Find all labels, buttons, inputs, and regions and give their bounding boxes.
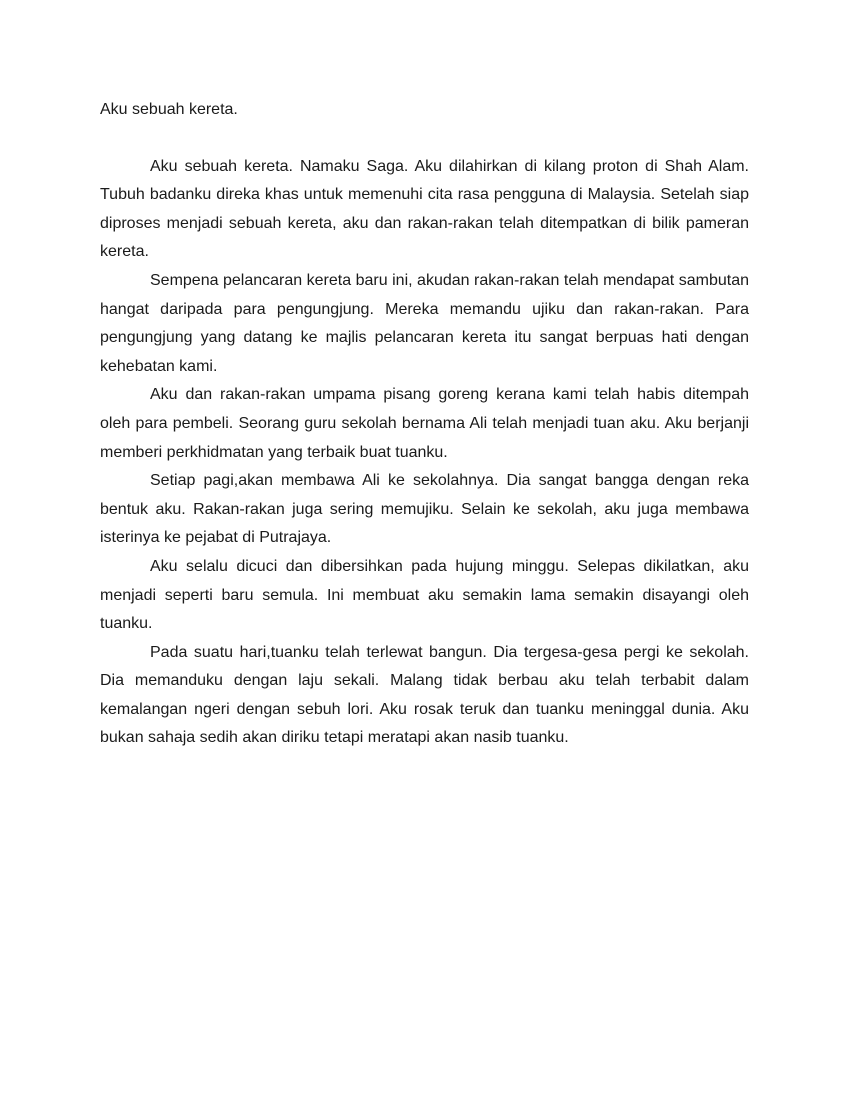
paragraph-4: Setiap pagi,akan membawa Ali ke sekolahnya. Dia sangat bangga dengan reka bentuk aku. Rakan-rakan juga sering memujiku. Selain ke sekolah, aku juga membawa isterinya ke pejabat di Putrajaya.	[100, 472, 749, 547]
paragraph-6: Pada suatu hari,tuanku telah terlewat bangun. Dia tergesa-gesa pergi ke sekolah. Dia memanduku dengan laju sekali. Malang tidak berbau aku telah terbabit dalam kemalangan ngeri dengan sebuh lori. Aku rosak teruk dan tuanku meninggal dunia. Aku bukan sahaja sedih akan diriku tetapi meratapi akan nasib tuanku.	[100, 643, 749, 747]
document-page	[100, 96, 749, 753]
paragraph-1: Aku sebuah kereta. Namaku Saga. Aku dilahirkan di kilang proton di Shah Alam. Tubuh badanku direka khas untuk memenuhi cita rasa pengguna di Malaysia. Setelah siap diproses menjadi sebuah kereta, aku dan rakan-rakan telah ditempatkan di bilik pameran kereta.	[100, 157, 749, 261]
document-title: Aku sebuah kereta.	[100, 101, 238, 118]
paragraph-5: Aku selalu dicuci dan dibersihkan pada hujung minggu. Selepas dikilatkan, aku menjadi seperti baru semula. Ini membuat aku semakin lama semakin disayangi oleh tuanku.	[100, 557, 749, 633]
paragraph-3: Aku dan rakan-rakan umpama pisang goreng kerana kami telah habis ditempah oleh para pembeli. Seorang guru sekolah bernama Ali telah menjadi tuan aku. Aku berjanji memberi perkhidmatan yang terbaik buat tuanku.	[100, 386, 749, 461]
paragraph-2: Sempena pelancaran kereta baru ini, akudan rakan-rakan telah mendapat sambutan hangat daripada para pengungjung. Mereka memandu ujiku dan rakan-rakan. Para pengungjung yang datang ke majlis pelancaran kereta itu sangat berpuas hati dengan kehebatan kami.	[100, 271, 749, 375]
